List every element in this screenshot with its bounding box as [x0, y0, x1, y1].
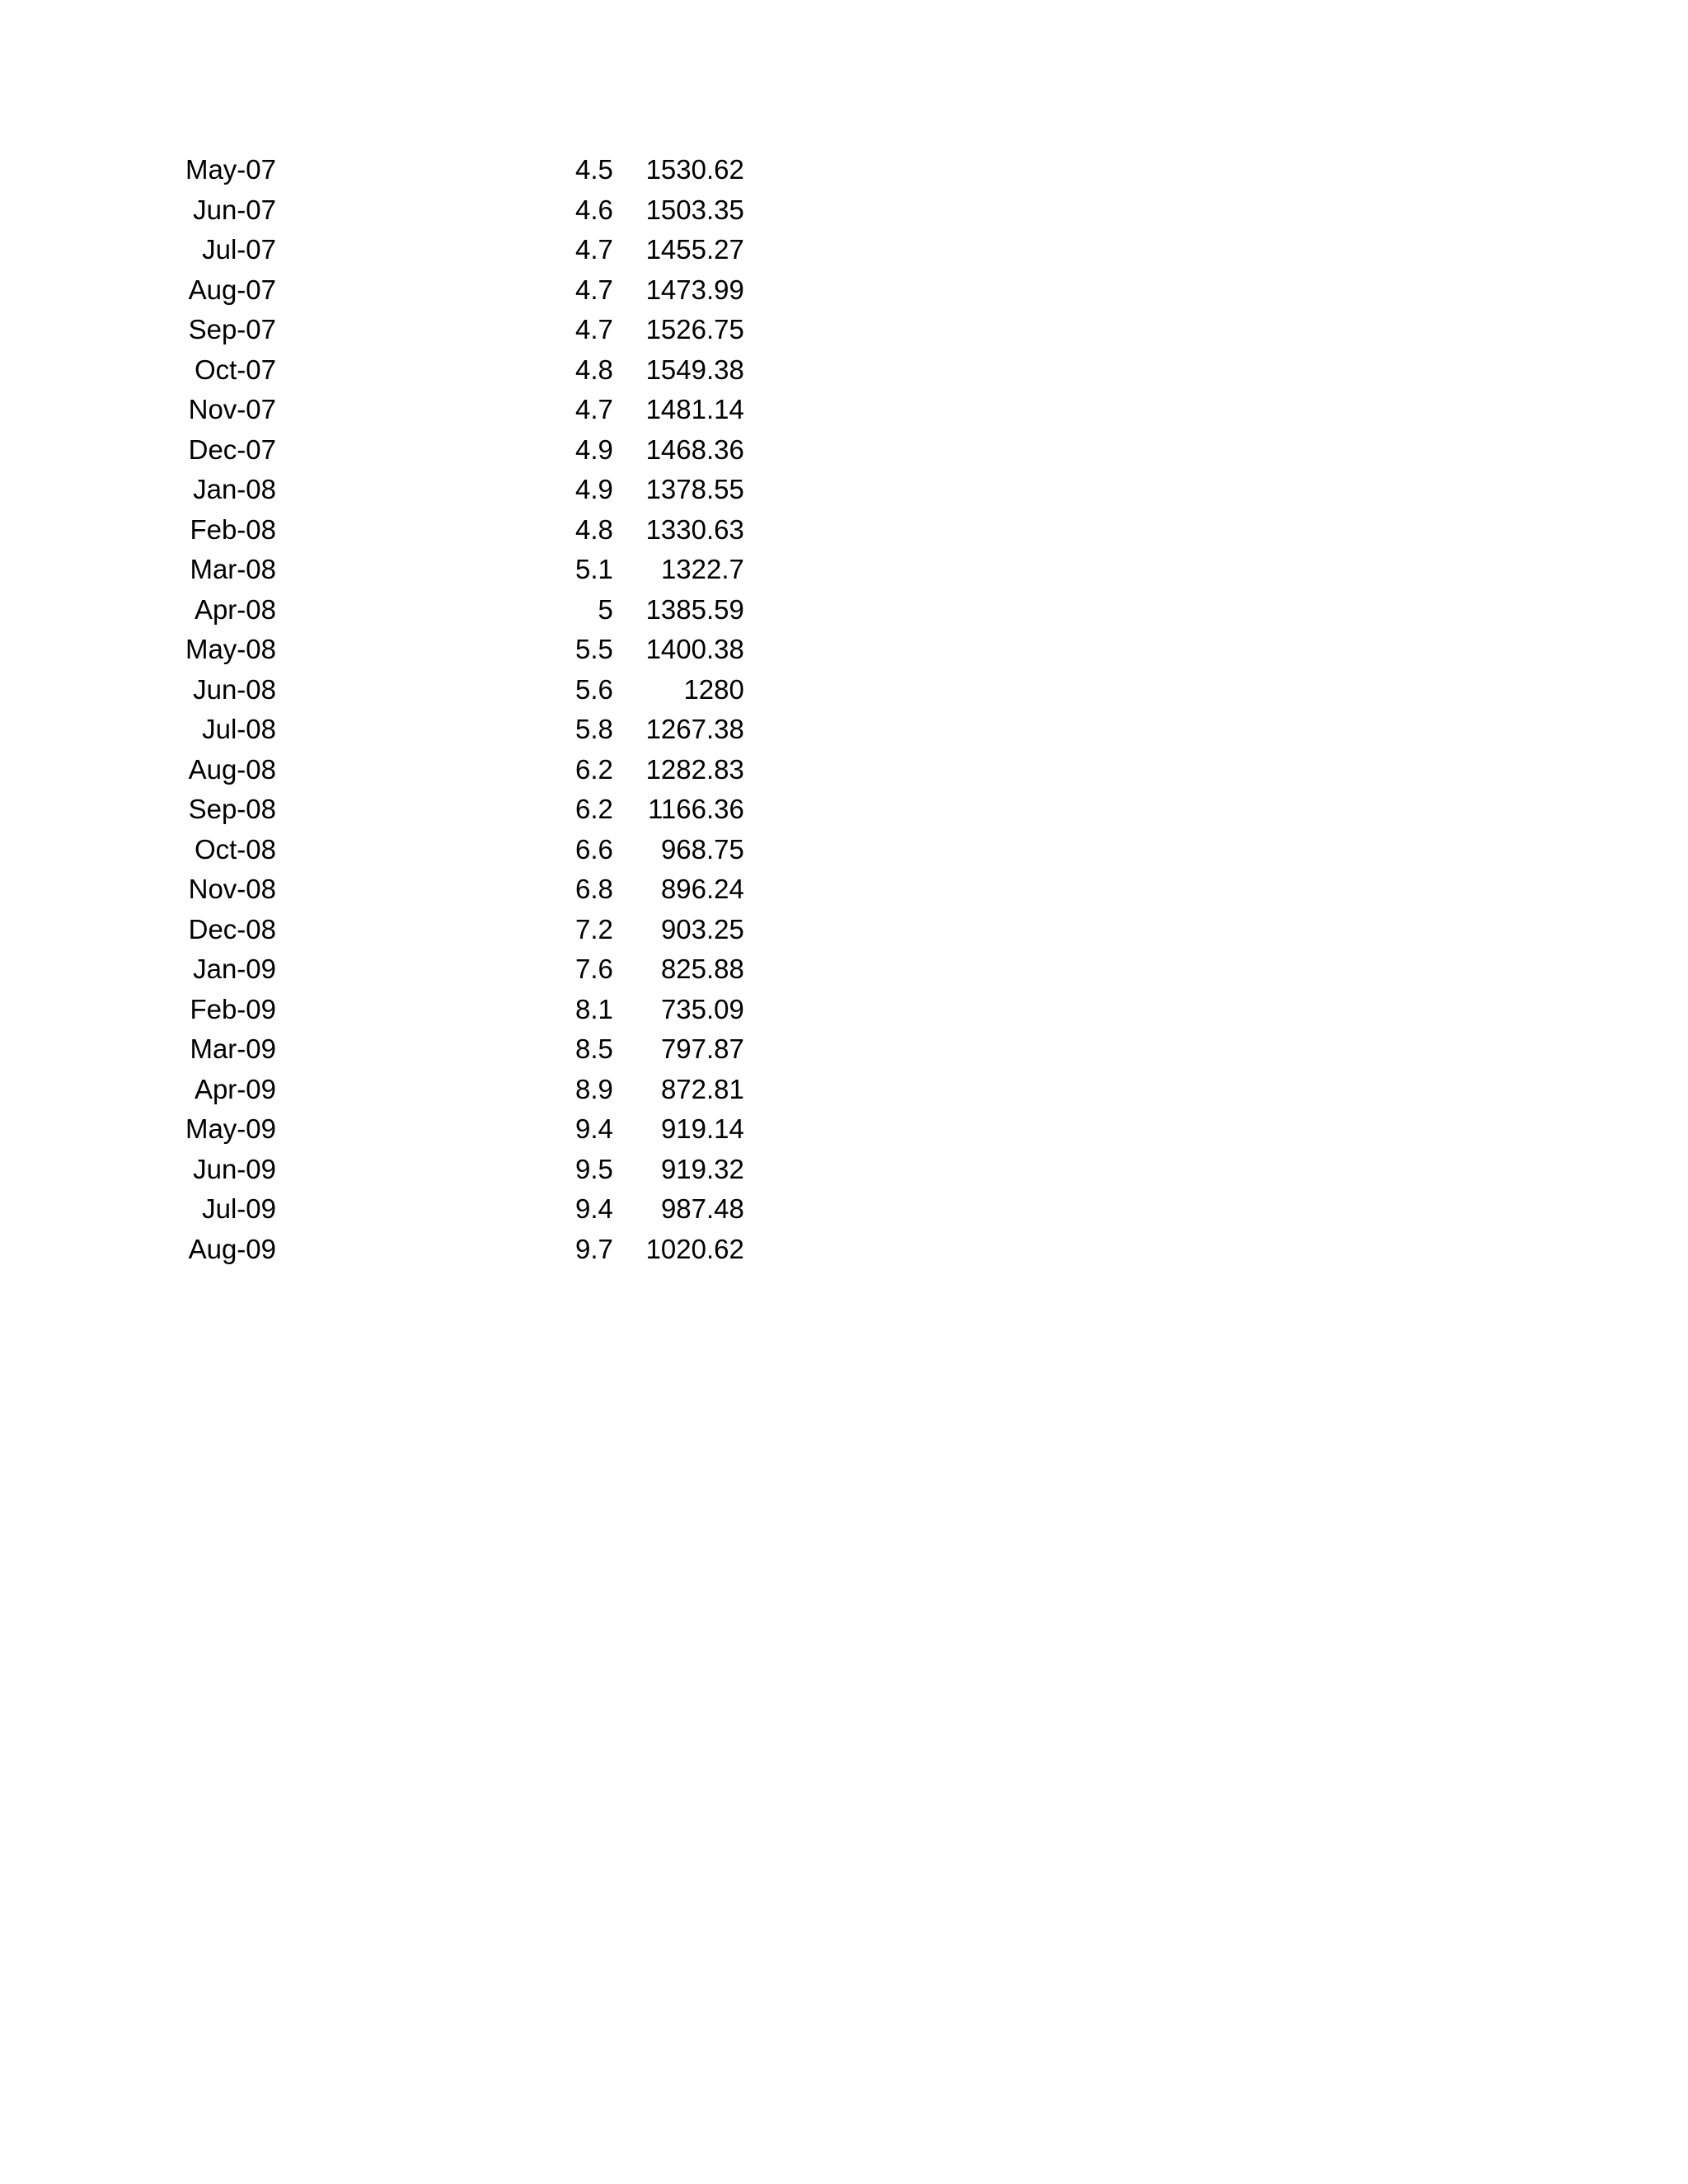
- rate-cell[interactable]: 4.7: [575, 394, 613, 424]
- table-row: [124, 630, 744, 670]
- date-cell[interactable]: Aug-07: [188, 274, 276, 305]
- index-cell[interactable]: 968.75: [660, 833, 744, 865]
- empty-cell[interactable]: [613, 270, 644, 311]
- table-row: [124, 350, 744, 391]
- rate-cell[interactable]: 8.9: [575, 1073, 613, 1104]
- table-row: [124, 190, 744, 231]
- index-cell[interactable]: 797.87: [660, 1033, 744, 1064]
- date-cell[interactable]: Mar-09: [190, 1033, 276, 1064]
- rate-cell[interactable]: 6.2: [575, 794, 613, 824]
- empty-cell[interactable]: [613, 630, 644, 670]
- date-cell[interactable]: Dec-07: [188, 434, 276, 465]
- empty-cell[interactable]: [613, 430, 644, 471]
- table-body: [124, 150, 744, 1269]
- empty-cell[interactable]: [276, 550, 575, 590]
- rate-cell[interactable]: 4.7: [575, 234, 613, 265]
- date-cell[interactable]: May-08: [185, 634, 276, 664]
- date-cell[interactable]: Sep-08: [188, 794, 276, 824]
- table-row: [124, 1189, 744, 1230]
- rate-cell[interactable]: 9.4: [575, 1113, 613, 1144]
- table-row: [124, 1029, 744, 1070]
- index-cell[interactable]: 1385.59: [645, 593, 744, 625]
- table-row: [124, 590, 744, 630]
- empty-cell[interactable]: [276, 430, 575, 471]
- rate-cell[interactable]: 8.1: [575, 993, 613, 1024]
- rate-cell[interactable]: 5: [598, 593, 613, 625]
- date-cell[interactable]: Feb-09: [190, 993, 276, 1024]
- empty-cell[interactable]: [613, 550, 644, 590]
- rate-cell[interactable]: 7.2: [575, 913, 613, 944]
- table-row: [124, 390, 744, 430]
- empty-cell[interactable]: [613, 1189, 644, 1230]
- index-cell[interactable]: 1473.99: [645, 274, 744, 305]
- rate-cell[interactable]: 5.6: [575, 673, 613, 705]
- empty-cell[interactable]: [613, 1230, 644, 1270]
- date-cell[interactable]: Jun-09: [193, 1153, 276, 1184]
- date-cell[interactable]: Nov-08: [188, 874, 276, 904]
- empty-cell[interactable]: [613, 990, 644, 1030]
- date-cell[interactable]: Oct-07: [194, 354, 276, 385]
- empty-cell[interactable]: [276, 990, 575, 1030]
- index-cell[interactable]: 1280: [683, 673, 744, 705]
- empty-cell[interactable]: [613, 1029, 644, 1070]
- date-cell[interactable]: Jul-09: [202, 1193, 276, 1224]
- date-cell[interactable]: Dec-08: [188, 913, 276, 944]
- date-cell[interactable]: Sep-07: [188, 314, 276, 344]
- empty-cell[interactable]: [276, 630, 575, 670]
- index-cell[interactable]: 872.81: [660, 1073, 744, 1104]
- date-cell[interactable]: Jan-09: [193, 954, 276, 984]
- table-row: [124, 710, 744, 750]
- empty-cell[interactable]: [276, 230, 575, 270]
- index-cell[interactable]: 903.25: [660, 913, 744, 944]
- index-cell[interactable]: 1530.62: [645, 154, 744, 185]
- empty-cell[interactable]: [276, 390, 575, 430]
- date-cell[interactable]: May-07: [185, 154, 276, 185]
- index-cell[interactable]: 1282.83: [645, 753, 744, 785]
- empty-cell[interactable]: [276, 1109, 575, 1150]
- empty-cell[interactable]: [276, 1070, 575, 1110]
- empty-cell[interactable]: [613, 190, 644, 231]
- empty-cell[interactable]: [613, 1109, 644, 1150]
- table-row: [124, 1230, 744, 1270]
- empty-cell[interactable]: [276, 830, 575, 870]
- date-cell[interactable]: Nov-07: [188, 394, 276, 424]
- empty-cell[interactable]: [276, 949, 575, 990]
- rate-cell[interactable]: 4.7: [575, 314, 613, 344]
- table-row: [124, 990, 744, 1030]
- index-cell[interactable]: 1322.7: [660, 554, 744, 584]
- table-row: [124, 1109, 744, 1150]
- date-cell[interactable]: Oct-08: [194, 833, 276, 865]
- table-row: [124, 430, 744, 471]
- empty-cell[interactable]: [613, 869, 644, 910]
- rate-cell[interactable]: 5.5: [575, 634, 613, 664]
- empty-cell[interactable]: [613, 949, 644, 990]
- index-cell[interactable]: 896.24: [660, 874, 744, 904]
- rate-cell[interactable]: 4.8: [575, 354, 613, 385]
- empty-cell[interactable]: [276, 750, 575, 790]
- empty-cell[interactable]: [276, 190, 575, 231]
- table-row: [124, 230, 744, 270]
- date-cell[interactable]: Aug-08: [188, 753, 276, 785]
- empty-cell[interactable]: [613, 750, 644, 790]
- index-cell[interactable]: 1549.38: [645, 354, 744, 385]
- table-row: [124, 550, 744, 590]
- empty-cell[interactable]: [613, 910, 644, 950]
- empty-cell[interactable]: [276, 1230, 575, 1270]
- table-row: [124, 150, 744, 190]
- date-cell[interactable]: Apr-08: [194, 593, 276, 625]
- empty-cell[interactable]: [276, 869, 575, 910]
- rate-cell[interactable]: 4.7: [575, 274, 613, 305]
- date-cell[interactable]: Mar-08: [190, 554, 276, 584]
- index-cell[interactable]: 825.88: [660, 954, 744, 984]
- date-cell[interactable]: Jul-07: [202, 234, 276, 265]
- index-cell[interactable]: 1503.35: [645, 194, 744, 225]
- rate-cell[interactable]: 7.6: [575, 954, 613, 984]
- empty-cell[interactable]: [276, 470, 575, 510]
- rate-cell[interactable]: 8.5: [575, 1033, 613, 1064]
- date-cell[interactable]: Jan-08: [193, 474, 276, 504]
- rate-cell[interactable]: 4.6: [575, 194, 613, 225]
- empty-cell[interactable]: [613, 150, 644, 190]
- empty-cell[interactable]: [276, 910, 575, 950]
- date-cell[interactable]: May-09: [185, 1113, 276, 1144]
- empty-cell[interactable]: [276, 710, 575, 750]
- table-row: [124, 310, 744, 350]
- rate-cell[interactable]: 4.9: [575, 434, 613, 465]
- index-cell[interactable]: 1267.38: [645, 714, 744, 744]
- table-row: [124, 1150, 744, 1190]
- index-cell[interactable]: 987.48: [660, 1193, 744, 1224]
- date-cell[interactable]: Aug-09: [188, 1233, 276, 1264]
- rate-cell[interactable]: 4.8: [575, 513, 613, 545]
- empty-cell[interactable]: [613, 230, 644, 270]
- rate-cell[interactable]: 9.5: [575, 1153, 613, 1184]
- rate-cell[interactable]: 9.7: [575, 1233, 613, 1264]
- index-cell[interactable]: 1526.75: [645, 314, 744, 344]
- table-row: [124, 670, 744, 710]
- empty-cell[interactable]: [613, 790, 644, 830]
- rate-cell[interactable]: 6.2: [575, 753, 613, 785]
- empty-cell[interactable]: [276, 270, 575, 311]
- table-row: [124, 270, 744, 311]
- index-cell[interactable]: 1330.63: [645, 513, 744, 545]
- empty-cell[interactable]: [276, 590, 575, 630]
- rate-cell[interactable]: 5.1: [575, 554, 613, 584]
- empty-cell[interactable]: [613, 590, 644, 630]
- table-row: [124, 910, 744, 950]
- data-table: [124, 150, 744, 1269]
- index-cell[interactable]: 1481.14: [645, 394, 744, 424]
- empty-cell[interactable]: [613, 510, 644, 551]
- empty-cell[interactable]: [276, 510, 575, 551]
- rate-cell[interactable]: 6.8: [575, 874, 613, 904]
- rate-cell[interactable]: 4.5: [575, 154, 613, 185]
- empty-cell[interactable]: [613, 1070, 644, 1110]
- empty-cell[interactable]: [276, 790, 575, 830]
- table-row: [124, 1070, 744, 1110]
- empty-cell[interactable]: [613, 670, 644, 710]
- rate-cell[interactable]: 4.9: [575, 474, 613, 504]
- index-cell[interactable]: 1166.36: [648, 794, 744, 824]
- index-cell[interactable]: 1378.55: [645, 474, 744, 504]
- rate-cell[interactable]: 6.6: [575, 833, 613, 865]
- index-cell[interactable]: 735.09: [660, 993, 744, 1024]
- table-row: [124, 510, 744, 551]
- empty-cell[interactable]: [613, 350, 644, 391]
- empty-cell[interactable]: [613, 310, 644, 350]
- empty-cell[interactable]: [276, 350, 575, 391]
- index-cell[interactable]: 1455.27: [645, 234, 744, 265]
- date-cell[interactable]: Jun-08: [193, 673, 276, 705]
- empty-cell[interactable]: [613, 470, 644, 510]
- table-row: [124, 830, 744, 870]
- date-cell[interactable]: Apr-09: [194, 1073, 276, 1104]
- empty-cell[interactable]: [276, 1150, 575, 1190]
- empty-cell[interactable]: [276, 1029, 575, 1070]
- table-row: [124, 470, 744, 510]
- empty-cell[interactable]: [613, 830, 644, 870]
- table-row: [124, 869, 744, 910]
- index-cell[interactable]: 919.32: [660, 1153, 744, 1184]
- empty-cell[interactable]: [613, 390, 644, 430]
- index-cell[interactable]: 1400.38: [645, 634, 744, 664]
- empty-cell[interactable]: [276, 1189, 575, 1230]
- date-cell[interactable]: Jul-08: [202, 714, 276, 744]
- table-row: [124, 790, 744, 830]
- empty-cell[interactable]: [276, 670, 575, 710]
- index-cell[interactable]: 1468.36: [645, 434, 744, 465]
- rate-cell[interactable]: 9.4: [575, 1193, 613, 1224]
- index-cell[interactable]: 1020.62: [645, 1233, 744, 1264]
- date-cell[interactable]: Jun-07: [193, 194, 276, 225]
- rate-cell[interactable]: 5.8: [575, 714, 613, 744]
- empty-cell[interactable]: [276, 150, 575, 190]
- empty-cell[interactable]: [613, 1150, 644, 1190]
- index-cell[interactable]: 919.14: [660, 1113, 744, 1144]
- table-row: [124, 949, 744, 990]
- table-row: [124, 750, 744, 790]
- date-cell[interactable]: Feb-08: [190, 513, 276, 545]
- empty-cell[interactable]: [276, 310, 575, 350]
- empty-cell[interactable]: [613, 710, 644, 750]
